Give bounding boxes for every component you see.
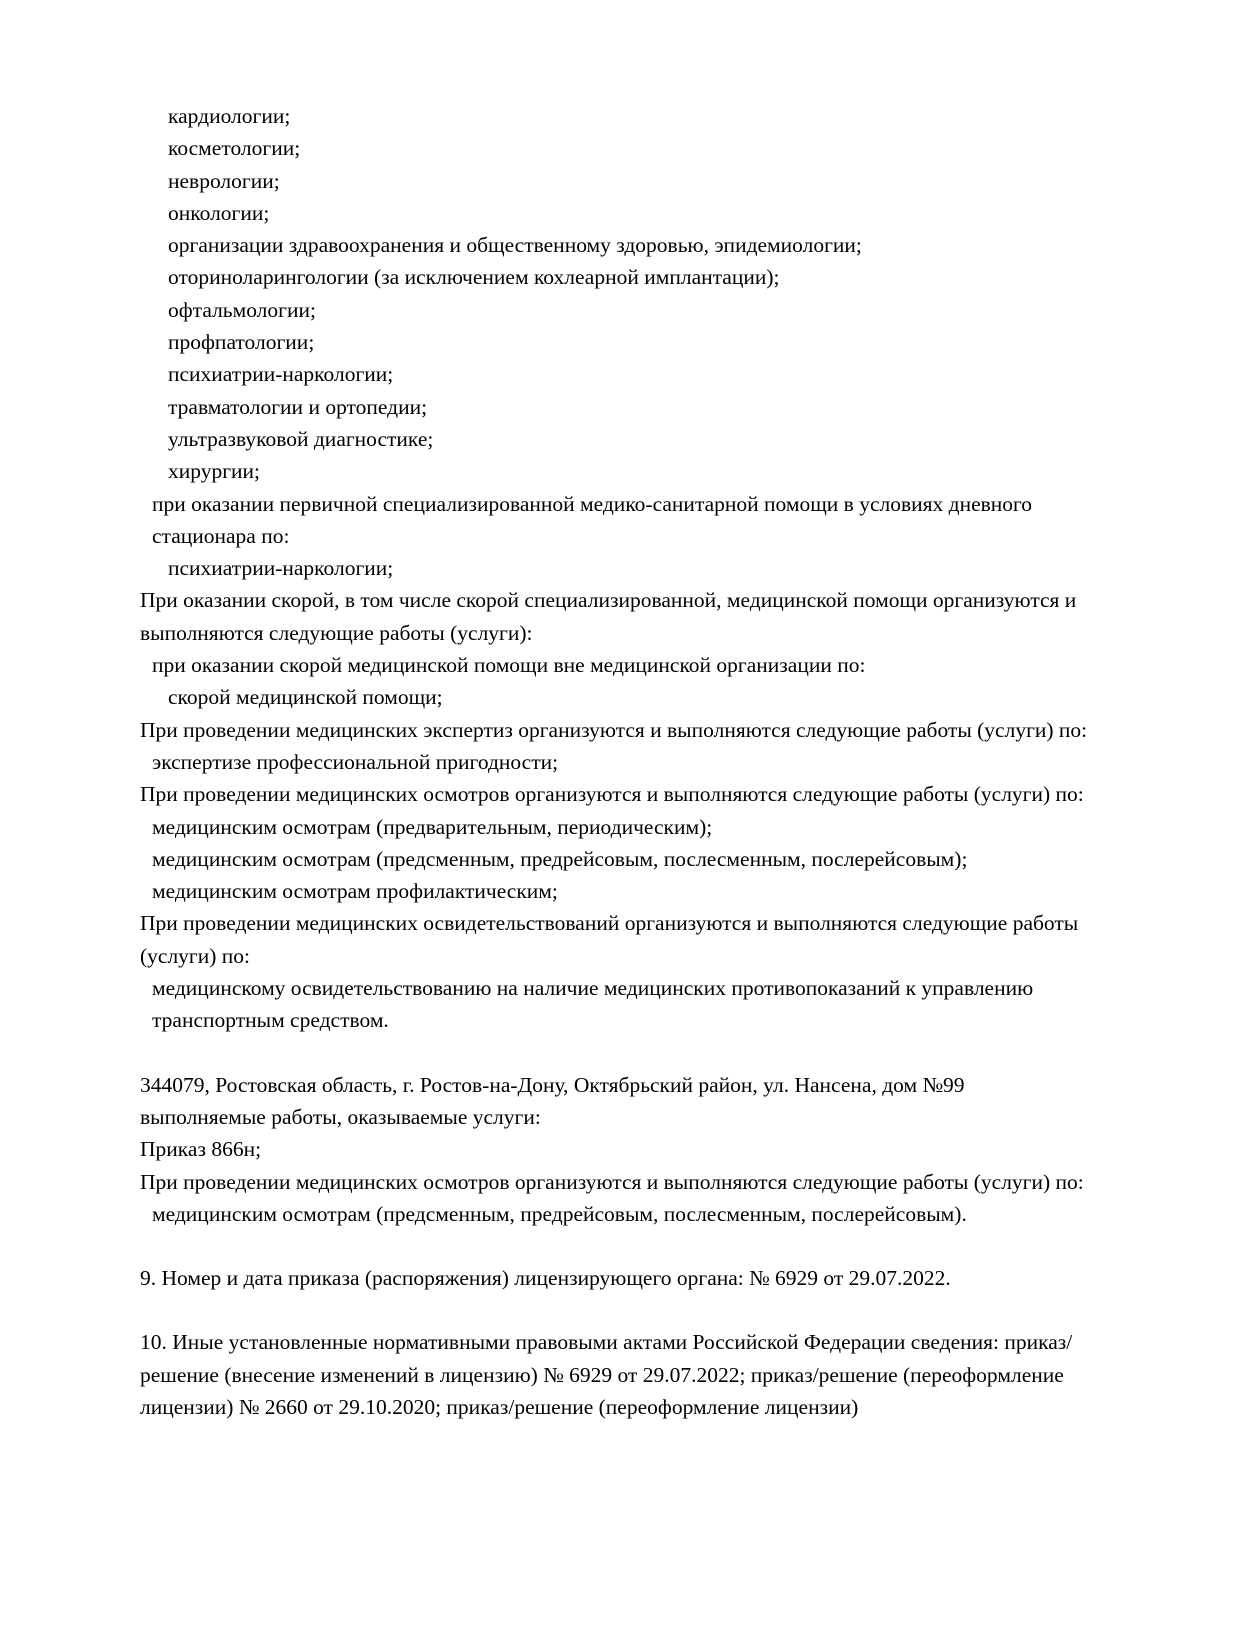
list-item: травматологии и ортопедии; bbox=[168, 394, 428, 419]
facility-address: 344079, Ростовская область, г. Ростов-на-Дону, Октябрьский район, ул. Нансена, дом №99 bbox=[140, 1072, 965, 1097]
list-item: медицинским осмотрам профилактическим; bbox=[152, 879, 558, 904]
list-item: психиатрии-наркологии; bbox=[168, 362, 394, 387]
list-item: офтальмологии; bbox=[168, 297, 316, 322]
expertise-intro: При проведении медицинских экспертиз организуются и выполняются следующие работы (услуги) по: bbox=[140, 717, 1088, 742]
emergency-sub-intro: при оказании скорой медицинской помощи вне медицинской организации по: bbox=[152, 653, 866, 678]
list-item: медицинскому освидетельствованию на наличие медицинских противопоказаний к управлению транспортным средством. bbox=[152, 976, 1034, 1033]
spacer bbox=[140, 1230, 1100, 1262]
list-item: медицинским осмотрам (предварительным, периодическим); bbox=[152, 814, 713, 839]
spacer bbox=[140, 1294, 1100, 1326]
emergency-intro: При оказании скорой, в том числе скорой специализированной, медицинской помощи организуются и выполняются следующие работы (услуги): bbox=[140, 588, 1077, 645]
list-item: косметологии; bbox=[168, 136, 301, 161]
facility-works-label: выполняемые работы, оказываемые услуги: bbox=[140, 1104, 541, 1129]
list-item: оториноларингологии (за исключением кохлеарной имплантации); bbox=[168, 265, 780, 290]
facility-examinations-intro: При проведении медицинских осмотров организуются и выполняются следующие работы (услуги) по: bbox=[140, 1169, 1084, 1194]
spacer bbox=[140, 1037, 1100, 1069]
list-item: медицинским осмотрам (предсменным, предрейсовым, послесменным, послерейсовым). bbox=[152, 1201, 967, 1226]
list-item: экспертизе профессиональной пригодности; bbox=[152, 749, 559, 774]
list-item: профпатологии; bbox=[168, 330, 315, 355]
list-item: психиатрии-наркологии; bbox=[168, 556, 394, 581]
day-hospital-intro: при оказании первичной специализированной медико-санитарной помощи в условиях дневного стационара по: bbox=[152, 491, 1033, 548]
examinations-intro: При проведении медицинских осмотров организуются и выполняются следующие работы (услуги) по: bbox=[140, 782, 1084, 807]
list-item: неврологии; bbox=[168, 168, 280, 193]
specialty-list-outpatient bbox=[140, 100, 1100, 488]
list-item: скорой медицинской помощи; bbox=[168, 685, 443, 710]
item-10-other-info: 10. Иные установленные нормативными правовыми актами Российской Федерации сведения: приказ/решение (внесение изменений в лицензию) № 6929 от 29.07.2022; приказ/решение (переоформление лицензии) № 2660 от 29.10.2020; приказ/решение (переоформление лицензии) bbox=[140, 1330, 1073, 1419]
item-9-order-number-date: 9. Номер и дата приказа (распоряжения) лицензирующего органа: № 6929 от 29.07.2022. bbox=[140, 1266, 951, 1291]
certification-intro: При проведении медицинских освидетельствований организуются и выполняются следующие работы (услуги) по: bbox=[140, 911, 1079, 968]
list-item: ультразвуковой диагностике; bbox=[168, 426, 434, 451]
list-item: медицинским осмотрам (предсменным, предрейсовым, послесменным, послерейсовым); bbox=[152, 846, 968, 871]
list-item: организации здравоохранения и общественному здоровью, эпидемиологии; bbox=[168, 233, 862, 258]
list-item: кардиологии; bbox=[168, 104, 291, 128]
document-body bbox=[140, 100, 1100, 1423]
list-item: онкологии; bbox=[168, 200, 270, 225]
list-item: хирургии; bbox=[168, 459, 261, 484]
facility-order: Приказ 866н; bbox=[140, 1137, 262, 1162]
